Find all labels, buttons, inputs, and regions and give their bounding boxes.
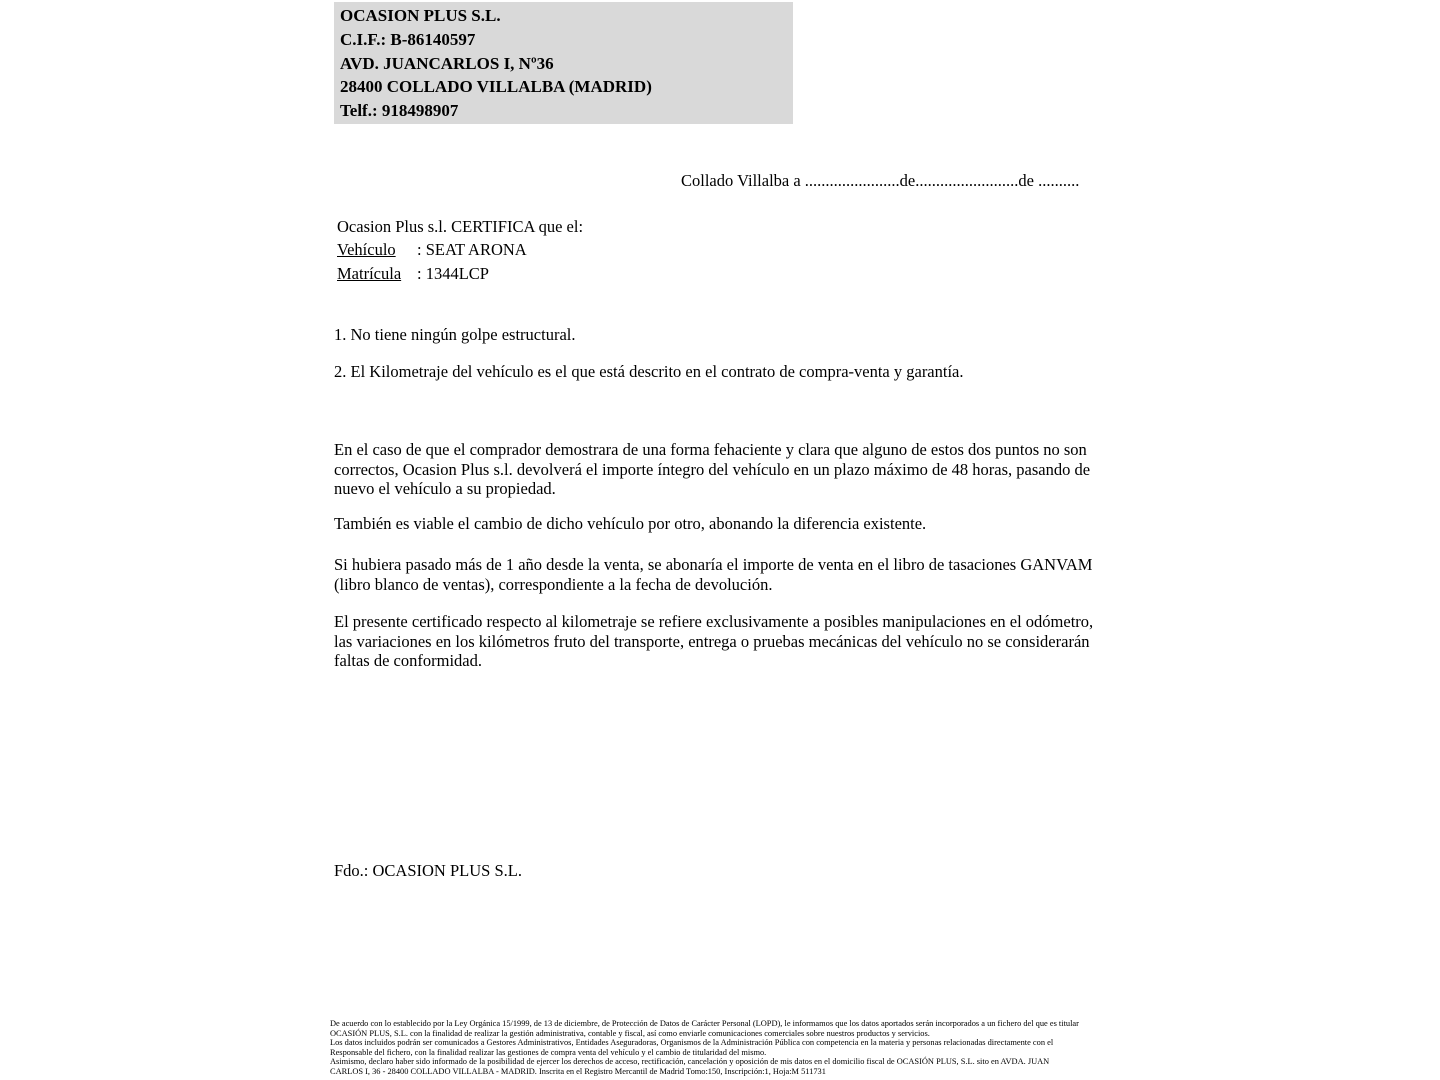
certification-block bbox=[337, 215, 583, 285]
legal-footer bbox=[330, 1019, 1079, 1077]
paragraph-ganvam: Si hubiera pasado más de 1 año desde la venta, se abonaría el importe de venta en el libro de tasaciones GANVAM (libro blanco de ventas), correspondiente a la fecha de devolución. bbox=[334, 555, 1093, 594]
legal-line: OCASIÓN PLUS, S.L. con la finalidad de realizar la gestión administrativa, contable y fiscal, así como enviarle comunicaciones comerciales sobre nuestros productos y servicios. bbox=[330, 1028, 930, 1038]
vehicle-row bbox=[337, 238, 583, 261]
company-name: OCASION PLUS S.L. bbox=[340, 6, 501, 25]
legal-line: De acuerdo con lo establecido por la Ley Orgánica 15/1999, de 13 de diciembre, de Protección de Datos de Carácter Personal (LOPD), le informamos que los datos aportados serán incorporados a un fichero del que es titular bbox=[330, 1019, 1079, 1028]
legal-line: Asimismo, declaro haber sido informado de la posibilidad de ejercer los derechos de acceso, rectificación, cancelación y oposición de mis datos en el domicilio fiscal de OCASIÓN PLUS, S.L. sito en AVDA. JUAN bbox=[330, 1057, 1050, 1067]
date-line: Collado Villalba a .......................de.........................de .......... bbox=[681, 171, 1080, 190]
company-city: 28400 COLLADO VILLALBA (MADRID) bbox=[340, 77, 652, 97]
company-cif: C.I.F.: B-86140597 bbox=[340, 29, 476, 49]
company-phone: Telf.: 918498907 bbox=[340, 101, 459, 121]
legal-line: CARLOS I, 36 - 28400 COLLADO VILLALBA - MADRID. Inscrita en el Registro Mercantil de Madrid Tomo:150, Inscripción:1, Hoja:M 511731 bbox=[330, 1066, 826, 1076]
plate-label-wrap bbox=[337, 262, 417, 285]
vehicle-label: Vehículo bbox=[337, 240, 396, 260]
legal-line: Los datos incluidos podrán ser comunicados a Gestores Administrativos, Entidades Aseguradoras, Organismos de la Administración Pública con competencia en la materia y personas relacionadas directamente con el bbox=[330, 1038, 1054, 1048]
company-info-box bbox=[334, 2, 793, 124]
company-address: AVD. JUANCARLOS I, Nº36 bbox=[340, 53, 554, 73]
vehicle-label-wrap bbox=[337, 238, 417, 261]
point-1: 1. No tiene ningún golpe estructural. bbox=[334, 325, 576, 344]
plate-value: : 1344LCP bbox=[417, 263, 489, 283]
plate-row bbox=[337, 262, 583, 285]
signature-line: Fdo.: OCASION PLUS S.L. bbox=[334, 861, 522, 880]
certification-intro: Ocasion Plus s.l. CERTIFICA que el: bbox=[337, 217, 584, 236]
paragraph-odometer: El presente certificado respecto al kilometraje se refiere exclusivamente a posibles manipulaciones en el odómetro, las variaciones en los kilómetros fruto del transporte, entrega o pruebas mecánicas del vehículo no se considerarán faltas de conformidad. bbox=[334, 612, 1094, 671]
paragraph-exchange: También es viable el cambio de dicho vehículo por otro, abonando la diferencia existente. bbox=[334, 514, 927, 533]
point-2: 2. El Kilometraje del vehículo es el que está descrito en el contrato de compra-venta y garantía. bbox=[334, 362, 964, 381]
plate-label: Matrícula bbox=[337, 263, 402, 283]
paragraph-refund: En el caso de que el comprador demostrara de una forma fehaciente y clara que alguno de estos dos puntos no son correctos, Ocasion Plus s.l. devolverá el importe íntegro del vehículo en un plazo máximo de 48 horas, pasando de nuevo el vehículo a su propiedad. bbox=[334, 440, 1091, 499]
legal-line: Responsable del fichero, con la finalidad realizar las gestiones de compra venta del vehículo y el cambio de titularidad del mismo. bbox=[330, 1047, 767, 1057]
vehicle-value: : SEAT ARONA bbox=[417, 240, 527, 260]
